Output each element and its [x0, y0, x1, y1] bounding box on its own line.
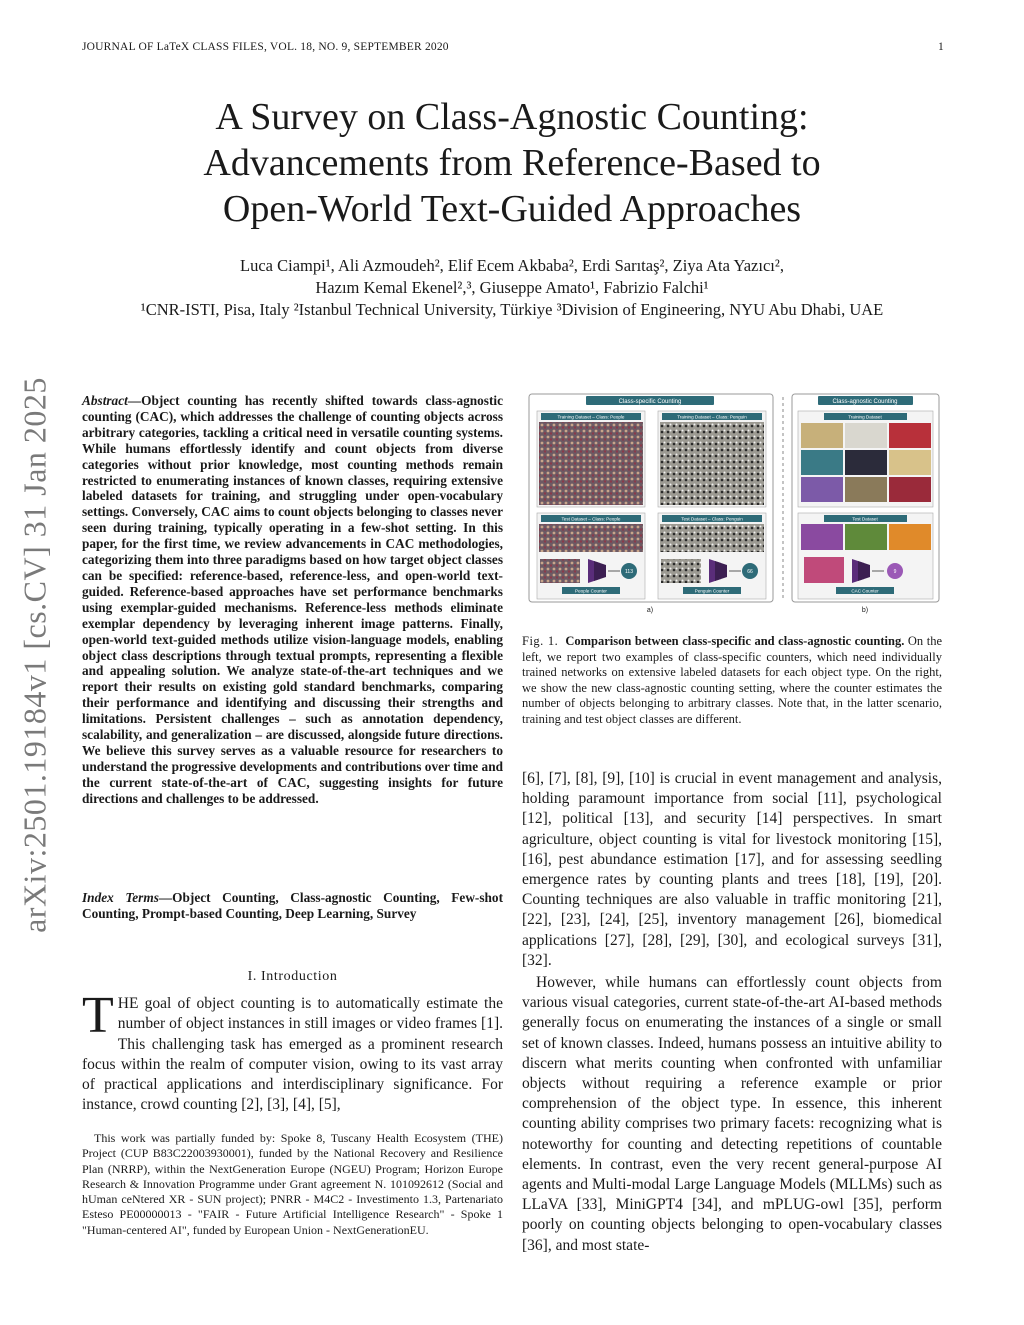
- running-header: [82, 41, 944, 57]
- body-paragraph-1: [6], [7], [8], [9], [10] is crucial in event management and analysis, holding paramount importance from social [11], psychological [12], political [13], and security [14] perspectives. In smart agriculture, object counting is vital for livestock monitoring [15], [16], pest abundance estimation [17], and for assessing seedling emergence rates by counting plants and trees [18], [19], [20]. Counting techniques are also valuable in traffic monitoring [21], [22], [23], [24], [25], inventory management [26], biomedical applications [27], [28], [29], [30], and ecological surveys [31], [32].: [522, 770, 942, 969]
- paper-title: [60, 94, 964, 232]
- cac-counter-label: CAC Counter: [851, 588, 879, 594]
- label-b: b): [861, 607, 869, 614]
- right-column-body: [522, 769, 942, 1256]
- train-people-images: [539, 422, 643, 505]
- affiliations: ¹CNR-ISTI, Pisa, Italy ²Istanbul Technical University, Türkiye ³Division of Engineering, NYU Abu Dhabi, UAE: [140, 300, 884, 319]
- index-terms: [82, 890, 503, 922]
- train-b-label: Training Dataset: [848, 414, 882, 420]
- index-terms-label: Index Terms: [82, 890, 159, 905]
- people-counter-label: People Counter: [575, 588, 607, 594]
- title-line-2: Advancements from Reference-Based to: [203, 142, 821, 184]
- test-b-images: [801, 524, 931, 550]
- train-b-images: [801, 423, 931, 502]
- page-number: 1: [938, 41, 944, 53]
- caption-text: On the left, we report two examples of class-specific counters, which need individually trained networks on extensive labeled datasets for each object type. On the right, we show the new class-agnostic counting setting, where the counter estimates the number of objects belonging to arbitrary classes. Note that, in the latter scenario, training and test object classes are different.: [522, 634, 942, 726]
- figure-1-graphic: [528, 393, 941, 615]
- penguin-counter-label: Penguin Counter: [694, 588, 730, 594]
- section-heading: I. Introduction: [247, 969, 338, 984]
- test-people-images: [539, 524, 643, 552]
- test-b-input: [804, 557, 844, 583]
- figure-1: [528, 393, 941, 615]
- abstract-label: Abstract: [82, 393, 128, 408]
- label-a: a): [646, 607, 654, 614]
- panel-a-title: Class-specific Counting: [618, 399, 682, 405]
- abstract-text: —Object counting has recently shifted towards class-agnostic counting (CAC), which addresses the challenge of counting objects across arbitrary categories, tackling a critical need in versatile counting systems. While humans effortlessly identify and count objects from diverse categories without prior knowledge, most counting methods remain restricted to enumerating instances of known classes, requiring extensive labeled datasets for training, and struggling under open-vocabulary settings. Conversely, CAC aims to count objects belonging to classes never seen during training, typically operating in a few-shot setting. In this paper, for the first time, we review advancements in CAC methodologies, categorizing them into three paradigms based on how target object classes can be specified: reference-based, reference-less, and open-world text-guided. Reference-based approaches have set performance benchmarks using exemplar-guided mechanisms. Reference-less methods eliminate exemplar dependency by leveraging inherent image patterns. Finally, open-world text-guided methods utilize vision-language models, enabling object class descriptions through textual prompts, representing a flexible and appealing solution. We analyze state-of-the-art techniques and we report their results on existing gold standard benchmarks, comparing their performance and identifying and discussing their strengths and limitations. Persistent challenges – such as annotation dependency, scalability, and generalization – are discussed, alongside future directions. We believe this survey serves as a valuable resource for researchers to understand the progressive developments and contributions over time and the current state-of-the-art of CAC, suggesting insights for future directions and challenges to be addressed.: [82, 393, 503, 806]
- test-penguin-input: [661, 559, 701, 583]
- figure-caption: [522, 634, 942, 728]
- people-count: 113: [625, 569, 633, 575]
- title-line-3: Open-World Text-Guided Approaches: [222, 188, 802, 230]
- body-paragraph-2: However, while humans can effortlessly count objects from various visual categories, current state-of-the-art AI-based methods generally focus on enumerating the instances of a single or small set of known classes. Indeed, humans possess an intuitive ability to discern what merits counting when confronted with unfamiliar objects without requiring a reference example or prior comprehension of the object type. In essence, this inherent counting ability comprises two primary facets: recognizing what is noteworthy for counting and detecting repetitions of countable elements. In contrast, even the very recent general-purpose AI agents and Multi-modal Large Language Models (MLLMs) such as LLaVA [33], MiniGPT4 [34], and mPLUG-owl [35], perform poorly on counting objects belonging to open-vocabulary classes [36], and most state-: [522, 974, 942, 1254]
- train-penguin-images: [660, 422, 764, 505]
- drop-cap: T: [82, 987, 114, 1044]
- index-terms-text: —Object Counting, Class-agnostic Counting, Few-shot Counting, Prompt-based Counting, Deep Learning, Survey: [82, 890, 503, 921]
- caption-bold: Comparison between class-specific and class-agnostic counting.: [565, 634, 905, 648]
- intro-paragraph: [82, 987, 503, 1116]
- train-people-label: Training Dataset – Class: People: [557, 414, 625, 420]
- arxiv-stamp: [6, 368, 64, 942]
- cac-count: 9: [893, 569, 897, 575]
- test-b-label: Test Dataset: [852, 516, 878, 522]
- test-people-label: Test Dataset – Class: People: [561, 516, 621, 522]
- abstract: [82, 393, 503, 807]
- panel-b-title: Class-agnostic Counting: [832, 399, 898, 405]
- journal-name: JOURNAL OF LaTeX CLASS FILES, VOL. 18, NO. 9, SEPTEMBER 2020: [82, 41, 449, 53]
- caption-label: Fig. 1.: [522, 634, 559, 648]
- authors-line-2: Hazım Kemal Ekenel²,³, Giuseppe Amato¹, Fabrizio Falchi¹: [315, 278, 709, 297]
- intro-text: HE goal of object counting is to automatically estimate the number of object instances in still images or video frames [1]. This challenging task has emerged as a prominent research focus within the realm of computer vision, owing to its vast array of practical applications and interdisciplinary significance. For instance, crowd counting [2], [3], [4], [5],: [82, 995, 503, 1114]
- authors-line-1: Luca Ciampi¹, Ali Azmoudeh², Elif Ecem Akbaba², Erdi Sarıtaş², Ziya Ata Yazıcı²,: [240, 256, 784, 275]
- test-penguin-images: [660, 524, 764, 552]
- test-penguin-label: Test Dataset – Class: Penguin: [681, 516, 743, 522]
- penguin-count: 66: [747, 569, 753, 575]
- title-line-1: A Survey on Class-Agnostic Counting:: [215, 96, 809, 138]
- train-penguin-label: Training Dataset – Class: Penguin: [677, 414, 747, 420]
- funding-footnote: This work was partially funded by: Spoke 8, Tuscany Health Ecosystem (THE) Project (CUP B83C22003930001), funded by the National Recovery and Resilience Plan (NRRP), within the NextGeneration Europe (NGEU) Program; Horizon Europe Research & Innovation Programme under Grant agreement N. 101092612 (Social and hUman ceNtered XR - SUN project); PNRR - M4C2 - Investimento 1.3, Partenariato Esteso PE00000013 - "FAIR - Future Artificial Intelligence Research" - Spoke 1 "Human-centered AI", funded by European Union - NextGenerationEU.: [82, 1131, 503, 1237]
- arxiv-id: arXiv:2501.19184v1 [cs.CV] 31 Jan 2025: [16, 377, 53, 933]
- test-people-input: [540, 559, 580, 583]
- author-block: [60, 255, 964, 321]
